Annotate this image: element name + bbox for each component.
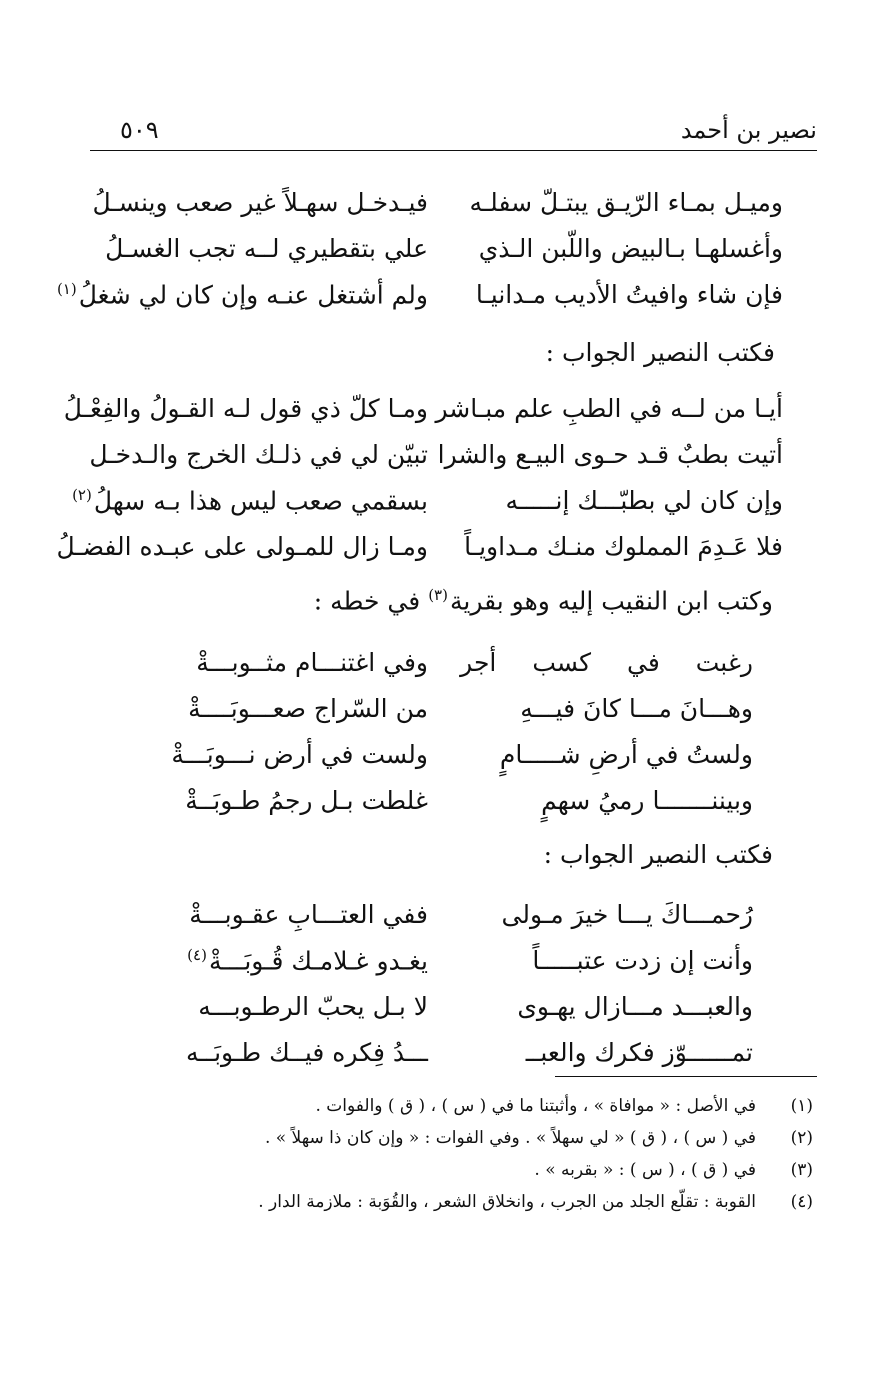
verse-line bbox=[0, 526, 873, 572]
running-header bbox=[90, 112, 817, 151]
verse-line bbox=[0, 780, 873, 826]
verse-first-hemistich: وهـــانَ مـــا كانَ فيـــهِ bbox=[520, 694, 753, 723]
verse-line bbox=[0, 182, 873, 228]
verse-line bbox=[0, 274, 873, 320]
verse-first-hemistich: ولستُ في أرضِ شـــــامٍ bbox=[499, 740, 753, 769]
footnote-marker: (٢) bbox=[72, 486, 92, 504]
verse-line bbox=[0, 642, 873, 688]
footnote-number: (٤) bbox=[790, 1192, 813, 1212]
verse-first-hemistich: أيـا من لــه في الطبِ علم مبـاشر bbox=[435, 394, 783, 423]
hemistich-text: يغـدو غـلامـك قُـوبَـــةْ bbox=[208, 946, 428, 976]
footnote-number: (١) bbox=[790, 1096, 813, 1116]
verse-second-hemistich: ـــدُ فِكره فيــك طـوبَــه bbox=[186, 1038, 428, 1067]
verse-second-hemistich: ومـا زال للمـولى على عبـده الفضـلُ bbox=[56, 532, 428, 561]
prose-text: وكتب ابن النقيب إليه وهو بقرية bbox=[449, 586, 773, 616]
verse-second-hemistich: ففي العتـــابِ عقـوبـــةْ bbox=[189, 900, 428, 929]
footnote-separator bbox=[555, 1076, 817, 1077]
footnote-number: (٢) bbox=[790, 1128, 813, 1148]
hemistich-text: ولم أشتغل عنـه وإن كان لي شغلُ bbox=[78, 280, 428, 310]
verse-line bbox=[0, 388, 873, 434]
verse-second-hemistich: ولست في أرض نـــوبَـــةْ bbox=[171, 740, 428, 769]
verse-first-hemistich: رغبت في كسب أجر bbox=[460, 648, 753, 677]
verse-second-hemistich: علي بتقطيري لــه تجب الغسـلُ bbox=[105, 234, 428, 263]
verse-first-hemistich: والعبـــد مـــازال يهـوى bbox=[517, 992, 753, 1021]
verse-first-hemistich: وميـل بمـاء الرّيـق يبتـلّ سفلـه bbox=[469, 188, 783, 217]
verse-first-hemistich: أتيت بطبٌ قـد حـوى البيـع والشرا bbox=[437, 440, 783, 469]
verse-second-hemistich: غلطت بـل رجمُ طـوبَــةْ bbox=[185, 786, 428, 815]
verse-second-hemistich: فيـدخـل سهـلاً غير صعب وينسـلُ bbox=[92, 188, 428, 217]
page-number: ٥٠٩ bbox=[120, 116, 159, 144]
prose-text: في خطه : bbox=[313, 586, 421, 616]
verse-line bbox=[0, 688, 873, 734]
verse-first-hemistich: وبيننـــــــا رميُ سهمٍ bbox=[541, 786, 753, 815]
verse-second-hemistich: تبيّن لي في ذلـك الخرج والـدخـل bbox=[89, 440, 428, 469]
footnote-marker: (١) bbox=[56, 280, 77, 298]
verse-second-hemistich bbox=[56, 280, 428, 310]
verse-second-hemistich bbox=[138, 946, 428, 975]
verse-line bbox=[0, 940, 873, 986]
footnote-marker: (٤) bbox=[187, 946, 207, 964]
verse-first-hemistich: فإن شاء وافيتُ الأديب مـدانيـا bbox=[475, 280, 783, 309]
verse-line bbox=[0, 1032, 873, 1078]
verse-first-hemistich: وأغسلهـا بـالبيض واللّبن الـذي bbox=[478, 234, 783, 263]
prose-line: فكتب النصير الجواب : bbox=[545, 338, 775, 367]
footnote-text: القوبة : تقلّع الجلد من الجرب ، وانخلاق الشعر ، والقُوَبة : ملازمة الدار . bbox=[258, 1192, 756, 1212]
verse-line bbox=[0, 434, 873, 480]
verse-first-hemistich: وأنت إن زدت عتبـــــاً bbox=[532, 946, 753, 975]
verse-second-hemistich: ومـا كلّ ذي قول لـه القـولُ والفِعْـلُ bbox=[63, 394, 428, 423]
prose-line bbox=[314, 586, 773, 615]
verse-second-hemistich bbox=[72, 486, 428, 516]
verse-line bbox=[0, 228, 873, 274]
verse-first-hemistich: رُحمـــاكَ يـــا خيرَ مـولى bbox=[501, 900, 753, 929]
prose-line: فكتب النصير الجواب : bbox=[543, 840, 773, 869]
verse-line bbox=[0, 986, 873, 1032]
running-title: نصير بن أحمد bbox=[680, 116, 817, 144]
verse-second-hemistich: لا بـل يحبّ الرطـوبـــه bbox=[198, 992, 428, 1021]
verse-first-hemistich: تمــــــوّز فكرك والعبــ bbox=[525, 1038, 753, 1067]
verse-second-hemistich: وفي اغتنـــام مثــوبـــةْ bbox=[196, 648, 428, 677]
verse-line bbox=[0, 480, 873, 526]
footnote-text: في ( ق ) ، ( س ) : « بقربه » . bbox=[534, 1160, 756, 1180]
footnote-marker: (٣) bbox=[428, 586, 448, 604]
footnote-number: (٣) bbox=[790, 1160, 813, 1180]
verse-first-hemistich: فلا عَـدِمَ المملوك منـك مـداويـاً bbox=[464, 532, 783, 561]
verse-line bbox=[0, 894, 873, 940]
footnote-text: في ( س ) ، ( ق ) « لي سهلاً » . وفي الفوات : « وإن كان ذا سهلاً » . bbox=[264, 1128, 756, 1148]
footnote-text: في الأصل : « موافاة » ، وأثبتنا ما في ( س ) ، ( ق ) والفوات . bbox=[315, 1096, 756, 1116]
verse-line bbox=[0, 734, 873, 780]
verse-second-hemistich: من السّراج صعـــوبَــــةْ bbox=[188, 694, 428, 723]
hemistich-text: بسقمي صعب ليس هذا بـه سهلُ bbox=[93, 486, 428, 516]
verse-first-hemistich: وإن كان لي بطبّـــك إنـــــه bbox=[505, 486, 783, 515]
